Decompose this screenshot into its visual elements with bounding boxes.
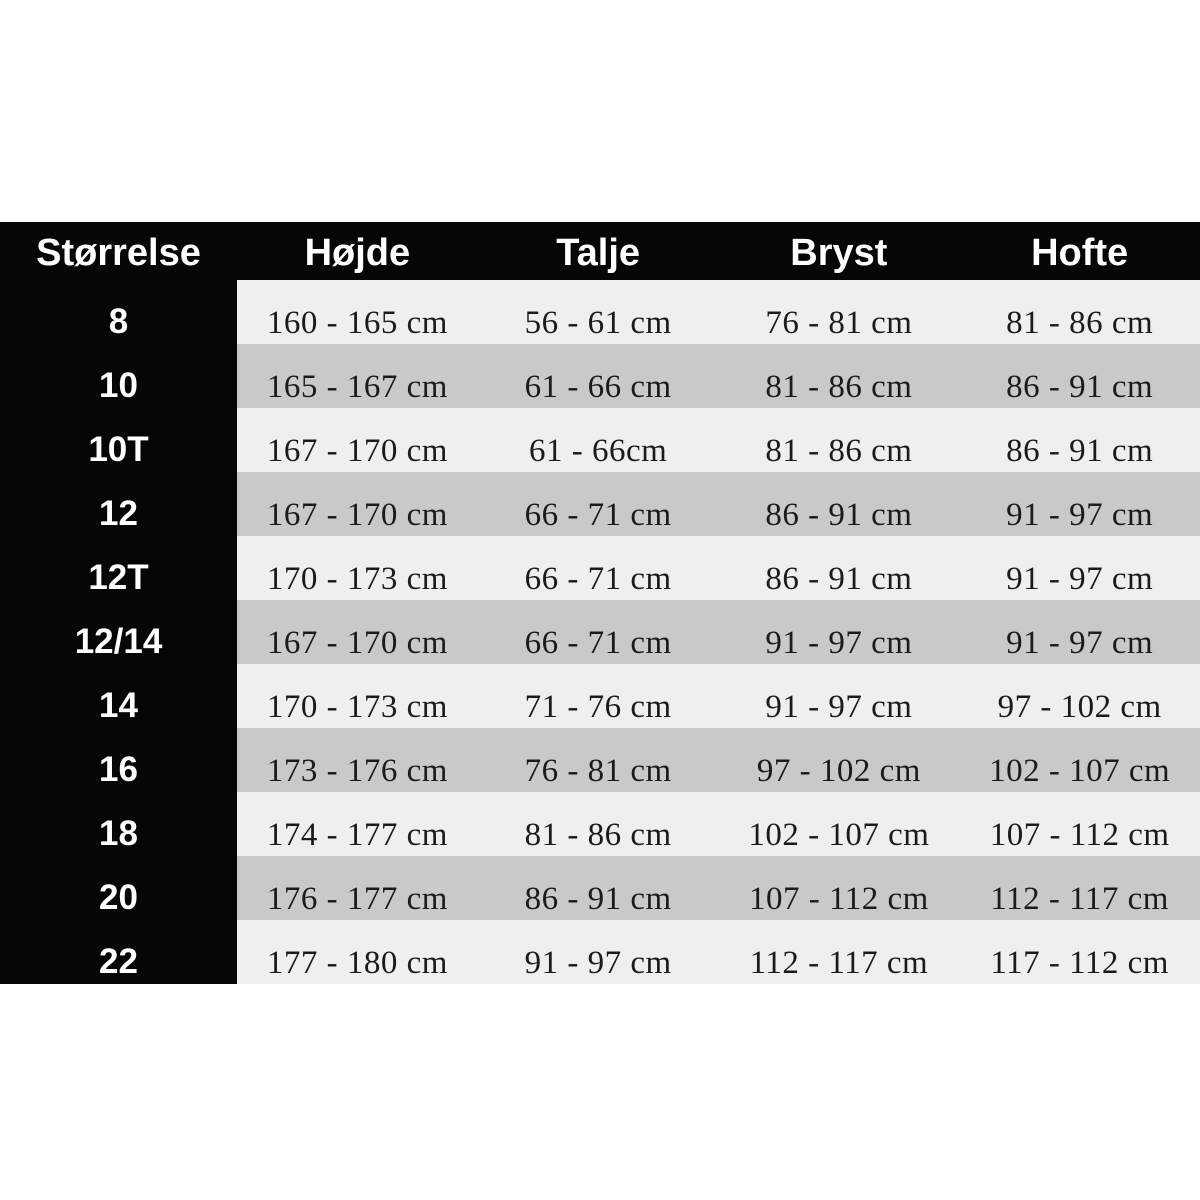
height-cell: 167 - 170 cm <box>237 472 478 536</box>
height-cell: 160 - 165 cm <box>237 280 478 344</box>
hip-cell: 91 - 97 cm <box>959 472 1200 536</box>
hip-cell: 107 - 112 cm <box>959 792 1200 856</box>
waist-cell: 66 - 71 cm <box>478 600 719 664</box>
hip-cell: 91 - 97 cm <box>959 600 1200 664</box>
bust-cell: 91 - 97 cm <box>719 600 960 664</box>
hip-cell: 86 - 91 cm <box>959 408 1200 472</box>
height-cell: 176 - 177 cm <box>237 856 478 920</box>
height-cell: 170 - 173 cm <box>237 536 478 600</box>
waist-cell: 86 - 91 cm <box>478 856 719 920</box>
size-label: 22 <box>0 920 237 984</box>
bust-cell: 107 - 112 cm <box>719 856 960 920</box>
height-cell: 177 - 180 cm <box>237 920 478 984</box>
size-label: 12T <box>0 536 237 600</box>
column-header-hip: Hofte <box>959 222 1200 280</box>
size-label: 18 <box>0 792 237 856</box>
bust-cell: 86 - 91 cm <box>719 536 960 600</box>
hip-cell: 102 - 107 cm <box>959 728 1200 792</box>
height-cell: 173 - 176 cm <box>237 728 478 792</box>
size-label: 10 <box>0 344 237 408</box>
size-label: 10T <box>0 408 237 472</box>
hip-cell: 97 - 102 cm <box>959 664 1200 728</box>
height-cell: 174 - 177 cm <box>237 792 478 856</box>
column-header-size: Størrelse <box>0 222 237 280</box>
bust-cell: 81 - 86 cm <box>719 344 960 408</box>
column-header-waist: Talje <box>478 222 719 280</box>
hip-cell: 81 - 86 cm <box>959 280 1200 344</box>
waist-cell: 61 - 66 cm <box>478 344 719 408</box>
bust-cell: 112 - 117 cm <box>719 920 960 984</box>
height-cell: 165 - 167 cm <box>237 344 478 408</box>
bust-cell: 76 - 81 cm <box>719 280 960 344</box>
hip-cell: 117 - 112 cm <box>959 920 1200 984</box>
size-label: 12/14 <box>0 600 237 664</box>
size-label: 16 <box>0 728 237 792</box>
size-chart-table <box>0 222 1200 984</box>
column-header-bust: Bryst <box>719 222 960 280</box>
size-label: 12 <box>0 472 237 536</box>
bust-cell: 81 - 86 cm <box>719 408 960 472</box>
bust-cell: 102 - 107 cm <box>719 792 960 856</box>
waist-cell: 61 - 66cm <box>478 408 719 472</box>
bust-cell: 97 - 102 cm <box>719 728 960 792</box>
waist-cell: 71 - 76 cm <box>478 664 719 728</box>
waist-cell: 66 - 71 cm <box>478 472 719 536</box>
height-cell: 167 - 170 cm <box>237 600 478 664</box>
hip-cell: 91 - 97 cm <box>959 536 1200 600</box>
height-cell: 170 - 173 cm <box>237 664 478 728</box>
bust-cell: 86 - 91 cm <box>719 472 960 536</box>
size-label: 8 <box>0 280 237 344</box>
height-cell: 167 - 170 cm <box>237 408 478 472</box>
column-header-height: Højde <box>237 222 478 280</box>
waist-cell: 66 - 71 cm <box>478 536 719 600</box>
hip-cell: 112 - 117 cm <box>959 856 1200 920</box>
size-label: 20 <box>0 856 237 920</box>
waist-cell: 81 - 86 cm <box>478 792 719 856</box>
waist-cell: 76 - 81 cm <box>478 728 719 792</box>
hip-cell: 86 - 91 cm <box>959 344 1200 408</box>
bust-cell: 91 - 97 cm <box>719 664 960 728</box>
size-label: 14 <box>0 664 237 728</box>
waist-cell: 91 - 97 cm <box>478 920 719 984</box>
waist-cell: 56 - 61 cm <box>478 280 719 344</box>
